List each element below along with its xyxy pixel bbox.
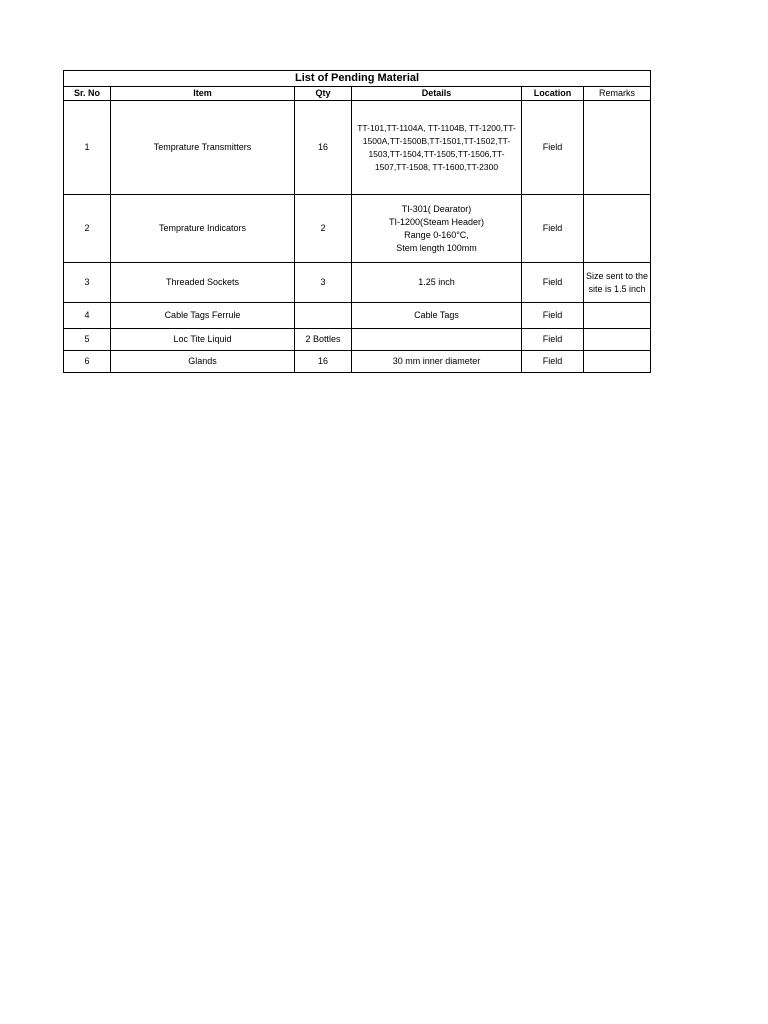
remarks-line: Size sent to the	[586, 270, 649, 281]
cell-remarks	[584, 195, 651, 263]
table-row	[64, 303, 651, 329]
pending-material-sheet	[63, 70, 650, 373]
cell-details	[352, 329, 522, 351]
table-row	[64, 195, 651, 263]
header-row	[64, 87, 651, 101]
cell-details	[352, 263, 522, 303]
cell-remarks	[584, 263, 651, 303]
details-line: TI-1200(Steam Header)	[388, 216, 485, 227]
details-line: TT-101,TT-1104A, TT-1104B, TT-1200,TT-	[357, 122, 516, 133]
cell-item: Loc Tite Liquid	[111, 329, 295, 351]
cell-item: Temprature Indicators	[111, 195, 295, 263]
details-line: TI-301( Dearator)	[401, 203, 472, 214]
cell-item: Cable Tags Ferrule	[111, 303, 295, 329]
cell-location: Field	[522, 101, 584, 195]
cell-remarks	[584, 303, 651, 329]
cell-sr-no: 5	[64, 329, 111, 351]
cell-details	[352, 351, 522, 373]
details-line: 30 mm inner diameter	[392, 356, 481, 366]
details-line: 1500A,TT-1500B,TT-1501,TT-1502,TT-	[362, 135, 511, 146]
header-details: Details	[352, 87, 522, 101]
header-sr-no: Sr. No	[64, 87, 111, 101]
cell-sr-no: 6	[64, 351, 111, 373]
cell-details	[352, 303, 522, 329]
remarks-line: site is 1.5 inch	[588, 283, 646, 294]
cell-sr-no: 1	[64, 101, 111, 195]
pending-material-table	[63, 70, 651, 373]
table-title: List of Pending Material	[64, 71, 651, 87]
table-row	[64, 351, 651, 373]
header-item: Item	[111, 87, 295, 101]
details-line: 1.25 inch	[418, 277, 455, 287]
cell-qty	[295, 303, 352, 329]
cell-remarks	[584, 351, 651, 373]
cell-sr-no: 2	[64, 195, 111, 263]
header-remarks: Remarks	[584, 87, 651, 101]
details-line: Range 0-160°C,	[404, 229, 469, 240]
cell-location: Field	[522, 351, 584, 373]
cell-qty: 16	[295, 351, 352, 373]
details-line: 1503,TT-1504,TT-1505,TT-1506,TT-	[368, 148, 505, 159]
cell-qty: 3	[295, 263, 352, 303]
cell-qty: 2 Bottles	[295, 329, 352, 351]
cell-item: Glands	[111, 351, 295, 373]
cell-remarks	[584, 329, 651, 351]
table-row	[64, 101, 651, 195]
details-line: 1507,TT-1508, TT-1600,TT-2300	[374, 161, 499, 172]
cell-details	[352, 195, 522, 263]
cell-qty: 2	[295, 195, 352, 263]
cell-location: Field	[522, 329, 584, 351]
cell-location: Field	[522, 195, 584, 263]
cell-details	[352, 101, 522, 195]
cell-remarks	[584, 101, 651, 195]
details-line: Stem length 100mm	[396, 242, 477, 253]
cell-location: Field	[522, 303, 584, 329]
cell-location: Field	[522, 263, 584, 303]
cell-item: Threaded Sockets	[111, 263, 295, 303]
table-row	[64, 329, 651, 351]
cell-sr-no: 3	[64, 263, 111, 303]
cell-item: Temprature Transmitters	[111, 101, 295, 195]
cell-qty: 16	[295, 101, 352, 195]
header-location: Location	[522, 87, 584, 101]
table-row	[64, 263, 651, 303]
header-qty: Qty	[295, 87, 352, 101]
details-line: Cable Tags	[414, 310, 459, 320]
cell-sr-no: 4	[64, 303, 111, 329]
